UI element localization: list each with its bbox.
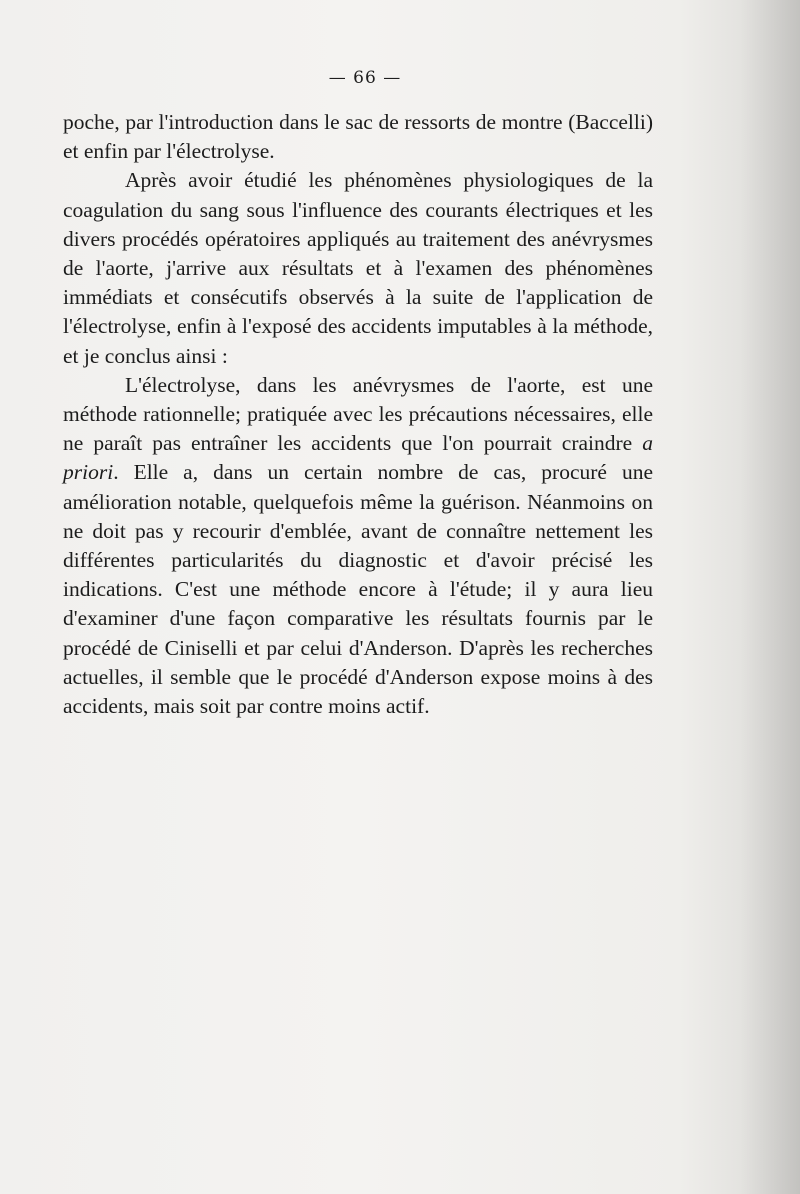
paragraph-2: Après avoir étudié les phénomènes physiologiques de la coagulation du sang sous l'influence des courants électriques et les divers procédés opératoires appliqués au traitement des anévrysmes de l'aorte, j'arrive aux résultats et à l'examen des phénomènes immédiats et consécutifs observés à la suite de l'application de l'électrolyse, enfin à l'exposé des accidents imputables à la méthode, et je conclus ainsi :	[63, 168, 653, 368]
paragraph-3-part-2: . Elle a, dans un certain nombre de cas, procuré une amélioration notable, quelquefois même la guérison. Néanmoins on ne doit pas y recourir d'emblée, avant de connaître nettement les différentes particularités du diagnostic et d'avoir précisé les indications. C'est une méthode encore à l'étude; il y aura lieu d'examiner d'une façon comparative les résultats fournis par le procédé de Ciniselli et par celui d'Anderson. D'après les recherches actuelles, il semble que le procédé d'Anderson expose moins à des accidents, mais soit par contre moins actif.	[63, 460, 653, 719]
page-edge-shadow	[740, 0, 800, 1194]
page-number: — 66 —	[328, 68, 402, 88]
paragraph-1: poche, par l'introduction dans le sac de ressorts de montre (Baccelli) et enfin par l'électrolyse.	[63, 110, 653, 164]
paragraph-3-italic: a priori	[63, 431, 653, 485]
paragraph-3	[63, 371, 653, 721]
body-text	[63, 108, 653, 721]
paragraph-3-part-1: L'électrolyse, dans les anévrysmes de l'aorte, est une méthode rationnelle; pratiquée avec les précautions nécessaires, elle ne paraît pas entraîner les accidents que l'on pourrait craindre	[63, 372, 653, 456]
